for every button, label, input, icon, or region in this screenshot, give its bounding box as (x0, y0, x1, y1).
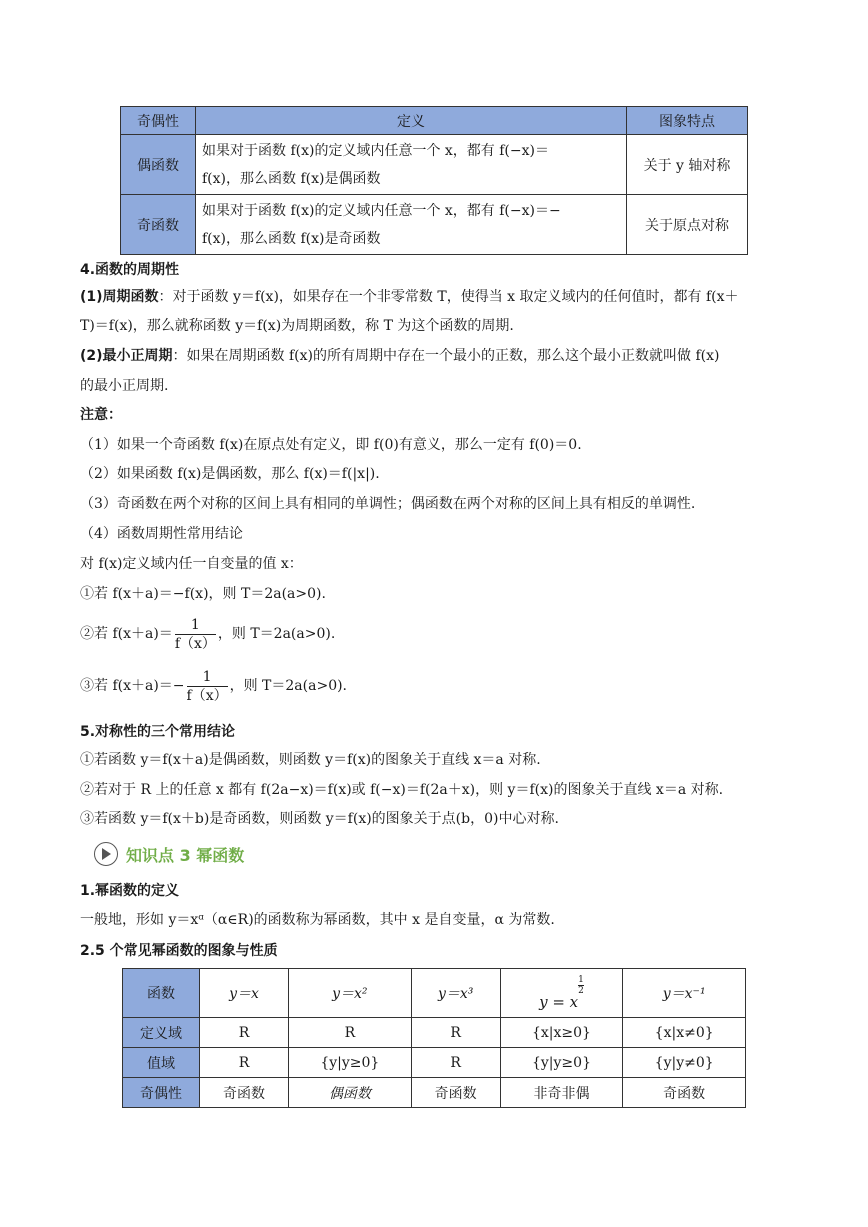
parity-cell: 偶函数 (289, 1078, 412, 1108)
min-period-line1 (80, 346, 719, 366)
parity-cell: 奇函数 (200, 1078, 289, 1108)
range-cell: {y|y≠0} (623, 1048, 746, 1078)
even-definition-line2: f(x)，那么函数 f(x)是偶函数 (202, 170, 381, 187)
conclusion-2-fraction (175, 616, 216, 653)
symmetry-item-3: ③若函数 y＝f(x＋b)是奇函数，则函数 y＝f(x)的图象关于点(b，0)中心对称. (80, 811, 559, 827)
parity-table (120, 106, 748, 255)
min-period-label: (2)最小正周期 (80, 348, 173, 364)
conclusion-2-post: ，则 T＝2a(a>0). (217, 626, 336, 642)
parity-cell: 奇函数 (411, 1078, 500, 1108)
note-4: （4）函数周期性常用结论 (80, 526, 243, 542)
note-3: （3）奇函数在两个对称的区间上具有相同的单调性；偶函数在两个对称的区间上具有相反的单调性. (80, 496, 696, 512)
conclusion-3-pre: ③若 f(x＋a)＝− (80, 678, 185, 694)
even-function-label: 偶函数 (121, 135, 196, 195)
exponent-numerator: 1 (578, 975, 584, 985)
domain-cell: {x|x≥0} (500, 1018, 623, 1048)
even-definition (196, 135, 627, 195)
symmetry-item-2: ②若对于 R 上的任意 x 都有 f(2a−x)＝f(x)或 f(−x)＝f(2a＋x)，则 y＝f(x)的图象关于直线 x＝a 对称. (80, 782, 724, 798)
periodic-def-line1 (80, 287, 738, 307)
parity-cell: 奇函数 (623, 1078, 746, 1108)
periodic-def-label: (1)周期函数 (80, 289, 159, 305)
period-conclusion-2 (80, 614, 335, 654)
power-def-title: 1.幂函数的定义 (80, 883, 180, 899)
fraction-denominator: f（x） (174, 635, 216, 652)
parity-row-header: 奇偶性 (123, 1078, 200, 1108)
fraction-numerator: 1 (187, 668, 228, 687)
fraction-numerator: 1 (175, 616, 216, 635)
power-table-title: 2.5 个常见幂函数的图象与性质 (80, 943, 278, 959)
function-x-inverse: y＝x⁻¹ (623, 969, 746, 1018)
section-4-title: 4.函数的周期性 (80, 262, 180, 278)
sqrt-base: y = x (539, 993, 579, 1011)
range-cell: R (200, 1048, 289, 1078)
period-conclusion-3 (80, 666, 347, 706)
even-feature: 关于 y 轴对称 (627, 135, 748, 195)
conclusion-3-fraction (187, 668, 228, 705)
note-1: （1）如果一个奇函数 f(x)在原点处有定义，即 f(0)有意义，那么一定有 f(0)＝0. (80, 437, 582, 453)
domain-cell: {x|x≠0} (623, 1018, 746, 1048)
domain-cell: R (200, 1018, 289, 1048)
range-cell: R (411, 1048, 500, 1078)
conclusion-2-pre: ②若 f(x＋a)＝ (80, 626, 173, 642)
domain-row-header: 定义域 (123, 1018, 200, 1048)
range-cell: {y|y≥0} (289, 1048, 412, 1078)
knowledge-point-3 (94, 842, 244, 866)
odd-feature: 关于原点对称 (627, 195, 748, 255)
function-x: y＝x (200, 969, 289, 1018)
parity-cell: 非奇非偶 (500, 1078, 623, 1108)
min-period-text: ：如果在周期函数 f(x)的所有周期中存在一个最小的正数，那么这个最小正数就叫做 f(x) (172, 348, 720, 364)
exponent-denominator: 2 (578, 986, 584, 996)
power-function-table (122, 968, 746, 1108)
periodic-def-line2: T)＝f(x)，那么就称函数 y＝f(x)为周期函数，称 T 为这个函数的周期. (80, 318, 514, 334)
range-cell: {y|y≥0} (500, 1048, 623, 1078)
odd-definition-line1: 如果对于函数 f(x)的定义域内任意一个 x，都有 f(−x)＝− (202, 202, 561, 219)
note-title: 注意： (80, 407, 122, 423)
range-row-header: 值域 (123, 1048, 200, 1078)
period-intro: 对 f(x)定义域内任一自变量的值 x： (80, 556, 303, 572)
function-row-header: 函数 (123, 969, 200, 1018)
section-5-title: 5.对称性的三个常用结论 (80, 724, 236, 740)
note-2: （2）如果函数 f(x)是偶函数，那么 f(x)＝f(|x|). (80, 466, 380, 482)
period-conclusion-1: ①若 f(x＋a)＝−f(x)，则 T＝2a(a>0). (80, 586, 326, 602)
power-def-text: 一般地，形如 y＝xᵅ（α∈R)的函数称为幂函数，其中 x 是自变量，α 为常数. (80, 912, 555, 928)
fraction-denominator: f（x） (186, 687, 228, 704)
function-x-cubed: y＝x³ (411, 969, 500, 1018)
min-period-line2: 的最小正周期. (80, 378, 169, 394)
knowledge-point-3-title: 知识点 3 幂函数 (126, 845, 245, 865)
definition-header: 定义 (196, 107, 627, 135)
even-definition-line1: 如果对于函数 f(x)的定义域内任意一个 x，都有 f(−x)＝ (202, 142, 549, 159)
parity-header: 奇偶性 (121, 107, 196, 135)
domain-cell: R (411, 1018, 500, 1048)
feature-header: 图象特点 (627, 107, 748, 135)
odd-definition (196, 195, 627, 255)
sqrt-exponent (578, 975, 584, 996)
function-x-squared: y＝x² (289, 969, 412, 1018)
conclusion-3-post: ，则 T＝2a(a>0). (229, 678, 348, 694)
periodic-def-text: ：对于函数 y＝f(x)，如果存在一个非零常数 T，使得当 x 取定义域内的任何值时，都有 f(x＋ (158, 289, 739, 305)
symmetry-item-1: ①若函数 y＝f(x＋a)是偶函数，则函数 y＝f(x)的图象关于直线 x＝a 对称. (80, 752, 541, 768)
play-arrow-icon (94, 842, 118, 866)
function-x-sqrt (500, 969, 623, 1018)
domain-cell: R (289, 1018, 412, 1048)
odd-function-label: 奇函数 (121, 195, 196, 255)
odd-definition-line2: f(x)，那么函数 f(x)是奇函数 (202, 230, 381, 247)
